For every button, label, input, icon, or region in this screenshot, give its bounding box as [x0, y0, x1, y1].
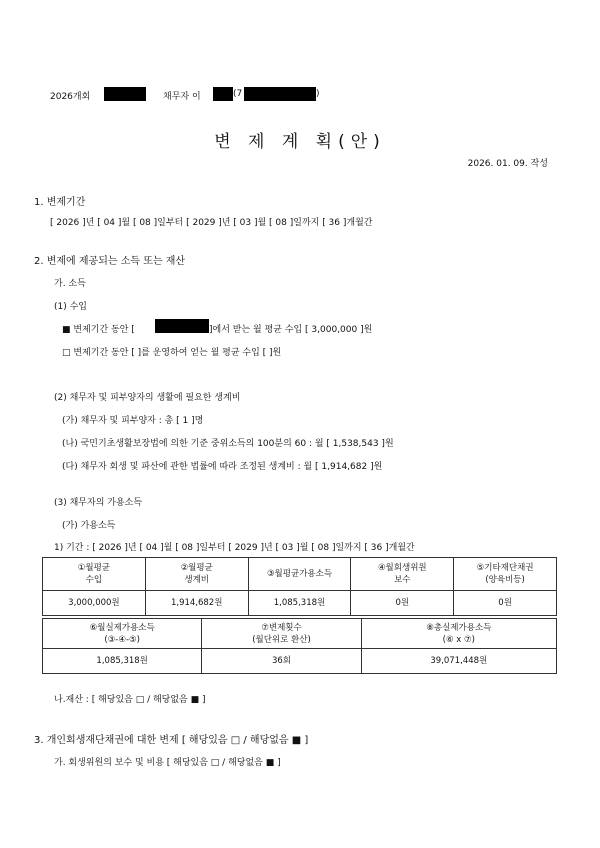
table1-header-5: ⑤기타재단채권 (양육비등) — [454, 558, 557, 591]
section-1-heading: 1. 변제기간 — [34, 197, 86, 208]
table1-value-3: 1,085,318원 — [248, 591, 351, 616]
table2-value-2: 36회 — [202, 649, 361, 674]
revenue-heading: (1) 수입 — [54, 302, 87, 312]
income-line-1-prefix: ■ 변제기간 동안 [ — [62, 325, 135, 335]
income-line-1-suffix: ]에서 받는 월 평균 수입 [ 3,000,000 ]원 — [209, 325, 373, 335]
income-subheading: 가. 소득 — [54, 279, 86, 289]
median-income-cost: (나) 국민기초생활보장법에 의한 기준 중위소득의 100분의 60 : 월 [ 1,538,543 ]원 — [62, 439, 394, 449]
table1-value-1: 3,000,000원 — [43, 591, 146, 616]
document-title: 변 제 계 획(안) — [214, 132, 386, 152]
table1-value-4: 0원 — [351, 591, 454, 616]
available-income-subheading: (가) 가용소득 — [62, 521, 116, 531]
table1-header-4: ④월회생위원 보수 — [351, 558, 454, 591]
table2-header-2: ⑦변제횟수 (월단위로 환산) — [202, 619, 361, 649]
living-cost-heading: (2) 채무자 및 피부양자의 생활에 필요한 생계비 — [54, 393, 241, 403]
case-number-prefix: 2026개회 — [50, 92, 91, 102]
income-table-2 — [42, 618, 557, 674]
section-3-heading: 3. 개인회생재단채권에 대한 변제 [ 해당있음 □ / 해당없음 ■ ] — [34, 735, 309, 746]
table2-value-1: 1,085,318원 — [43, 649, 202, 674]
table1-value-5: 0원 — [454, 591, 557, 616]
table2-value-3: 39,071,448원 — [361, 649, 556, 674]
property-status: 나.재산 : [ 해당있음 □ / 해당없음 ■ ] — [54, 695, 206, 705]
income-table-1 — [42, 557, 557, 616]
redacted-case-number — [104, 87, 146, 101]
document-date: 2026. 01. 09. 작성 — [467, 159, 548, 169]
repayment-period: [ 2026 ]년 [ 04 ]월 [ 08 ]일부터 [ 2029 ]년 [ 03 ]월 [ 08 ]일까지 [ 36 ]개월간 — [50, 218, 373, 228]
section-2-heading: 2. 변제에 제공되는 소득 또는 재산 — [34, 256, 186, 267]
redacted-debtor-name — [213, 87, 233, 101]
table1-header-1: ①월평균 수입 — [43, 558, 146, 591]
available-income-period: 1) 기간 : [ 2026 ]년 [ 04 ]월 [ 08 ]일부터 [ 2029 ]년 [ 03 ]월 [ 08 ]일까지 [ 36 ]개월간 — [54, 543, 415, 553]
redacted-employer — [155, 319, 209, 333]
table2-header-3: ⑧총실제가용소득 (⑥ x ⑦) — [361, 619, 556, 649]
table1-header-2: ②월평균 생계비 — [145, 558, 248, 591]
adjusted-living-cost: (다) 채무자 회생 및 파산에 관한 법률에 따라 조정된 생계비 : 월 [ 1,914,682 ]원 — [62, 462, 383, 472]
income-line-2: □ 변제기간 동안 [ ]를 운영하여 얻는 월 평균 수입 [ ]원 — [62, 348, 282, 358]
dependents-count: (가) 채무자 및 피부양자 : 총 [ 1 ]명 — [62, 416, 204, 426]
table1-value-2: 1,914,682원 — [145, 591, 248, 616]
debtor-label: 채무자 이 — [163, 92, 201, 102]
table2-header-1: ⑥월실제가용소득 (③-④-⑤) — [43, 619, 202, 649]
table1-header-3: ③월평균가용소득 — [248, 558, 351, 591]
debtor-id-close: ) — [316, 89, 320, 99]
redacted-debtor-id — [244, 87, 316, 101]
trustee-fee-status: 가. 회생위원의 보수 및 비용 [ 해당있음 □ / 해당없음 ■ ] — [54, 758, 281, 768]
available-income-heading: (3) 채무자의 가용소득 — [54, 498, 143, 508]
debtor-id-open: (7 — [233, 89, 243, 99]
